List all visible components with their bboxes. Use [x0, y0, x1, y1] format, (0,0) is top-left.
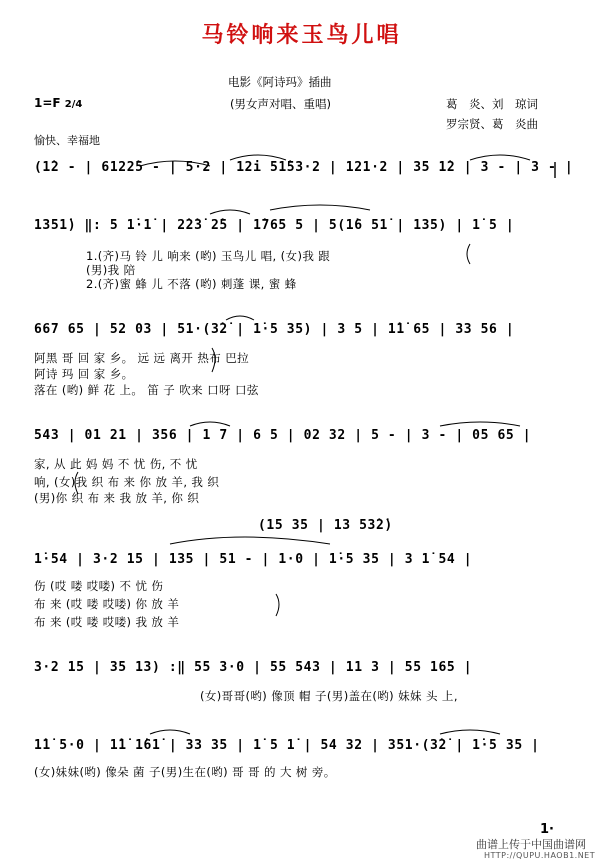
score-system-3: 667 65 | 52 03 | 51·(3̇2̇ | 1̇·5 35) | 3 5 | 1̇1̇ 65 | 33 56 | [34, 322, 515, 337]
lyric-line: 伤 (哎 喽 哎喽) 不 忧 伤 [34, 579, 164, 593]
score-system-1: (1̇2 - | 6122̇5 - | 5·2 | 12i 51̇53·2 | 121·2 | 35 1̇2 | 3 - | 3 - | [34, 160, 574, 175]
key-label: 1=F [34, 96, 61, 110]
score-system-5: 1̇·54 | 3·2 15 | 135 | 51 - | 1·0 | 1̇·5 35 | 3 1̇ 54 | [34, 552, 473, 567]
lyric-line: 阿黑 哥 回 家 乡。 远 远 离开 热布 巴拉 [34, 351, 249, 365]
lyric-line: (男)我 陪 [86, 263, 136, 277]
lyricist-credit: 葛 炎、刘 琼词 [446, 97, 538, 111]
lyric-line: 1.(齐)马 铃 儿 响来 (哟) 玉鸟儿 唱, (女)我 跟 [86, 249, 331, 263]
lyric-line: 布 来 (哎 喽 哎喽) 我 放 羊 [34, 615, 180, 629]
score-system-7: 1̇1̇ 5·0 | 1̇1̇ 1̇61̇ | 33 35 | 1̇ 5 1̇ | 54 32 | 351·(3̇2̇ | 1̇·5 35 | [34, 738, 540, 753]
performance-note: (男女声对唱、重唱) [230, 97, 331, 111]
source-watermark: 曲谱上传于中国曲谱网 [476, 838, 586, 851]
source-url: HTTP://QUPU.HAOB1.NET [484, 851, 596, 860]
lyric-line: 家, 从 此 妈 妈 不 忧 伤, 不 忧 [34, 457, 198, 471]
subtitle: 电影《阿诗玛》插曲 [228, 75, 332, 89]
score-system-2: 1351̇) ‖: 5 1̇·1̇ | 2̇2̇3̇ 2̇5 | 1̇765 5 | 5(1̇6 51̇ | 135) | 1̇ 5 | [34, 218, 515, 233]
lyric-line: (男)你 织 布 来 我 放 羊, 你 织 [34, 491, 200, 505]
lyric-line: (女)哥哥(哟) 像顶 帽 子(男)盖在(哟) 妹妹 头 上, [200, 689, 458, 703]
lyric-line: 响, (女)我 织 布 来 你 放 羊, 我 织 [34, 475, 220, 489]
score-prefix-5: (15 35 | 13 53̇2̇) [258, 518, 393, 533]
composer-credit: 罗宗贤、葛 炎曲 [446, 117, 538, 131]
time-signature: 2/4 [64, 99, 83, 110]
score-system-4: 543 | 01 21 | 356 | 1 7 | 6 5 | 02 32 | 5 - | 3 - | 05 65 | [34, 428, 532, 443]
score-system-6: 3·2 15 | 35 13) :‖ 55 3·0 | 55 543 | 11 3 | 55 165 | [34, 660, 473, 675]
lyric-line: 阿诗 玛 回 家 乡。 [34, 367, 134, 381]
lyric-line: 布 来 (哎 喽 哎喽) 你 放 羊 [34, 597, 180, 611]
lyric-line: 2.(齐)蜜 蜂 儿 不落 (哟) 刺蓬 课, 蜜 蜂 [86, 277, 297, 291]
tempo-marking: 愉快、幸福地 [34, 134, 100, 147]
song-title: 马铃响来玉鸟儿唱 [201, 22, 402, 48]
lyric-line: 落在 (哟) 鲜 花 上。 笛 子 吹来 口呀 口弦 [34, 383, 259, 397]
key-signature [34, 96, 82, 110]
page-number: 1· [540, 822, 554, 837]
lyric-line: (女)妹妹(哟) 像朵 菌 子(男)生在(哟) 哥 哥 的 大 树 旁。 [34, 765, 336, 779]
